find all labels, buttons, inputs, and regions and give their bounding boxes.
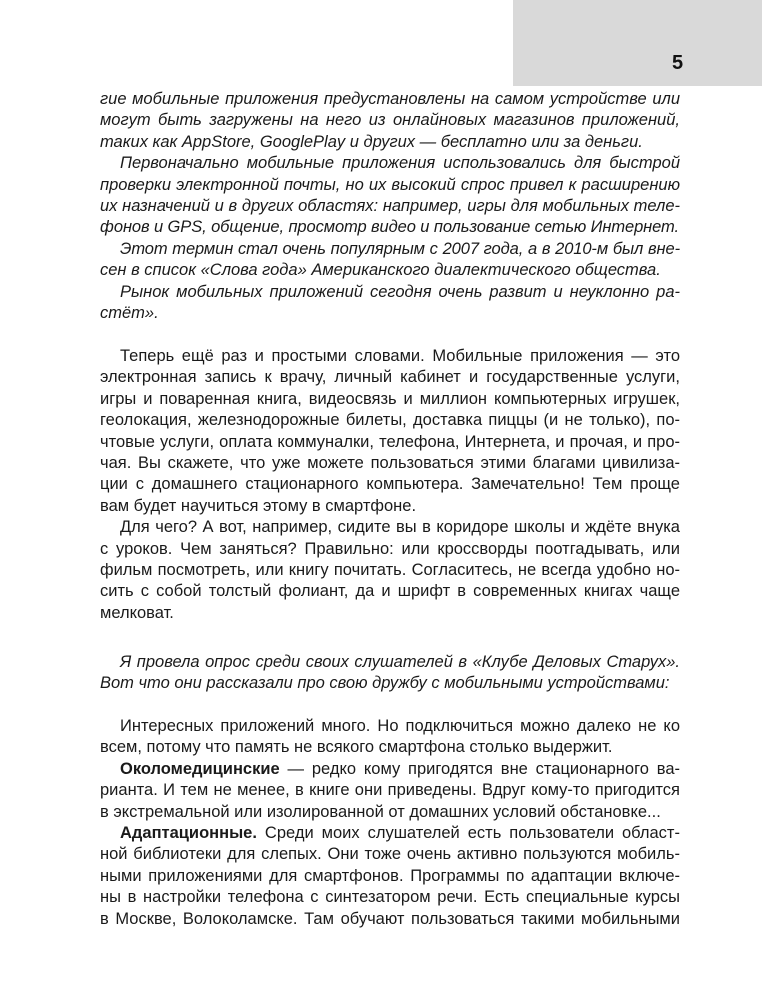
text-line: с уроков. Чем заняться? Правильно: или кроссворды поотгадывать, или: [100, 539, 680, 558]
intro-quote-section: [100, 89, 680, 324]
text-line: геолокация, железнодорожные билеты, доставка пиццы (и не только), по-: [100, 411, 680, 430]
text-line: ны в настройки телефона с синтезатором речи. Есть специальные курсы: [100, 888, 680, 907]
bold-lead: Адаптационные.: [120, 823, 257, 842]
text-line: мелковат.: [100, 603, 174, 622]
text-line: Первоначально мобильные приложения использовались для быстрой: [120, 154, 680, 173]
text-line: игры и поваренная книга, видеосвязь и миллион компьютерных игрушек,: [100, 389, 680, 408]
text-line: Я провела опрос среди своих слушателей в «Клубе Деловых Старух».: [120, 653, 680, 671]
text-line: в Москве, Волоколамске. Там обучают пользоваться такими мобильными: [100, 909, 680, 928]
explanation-section: [100, 346, 680, 624]
text-line: фильм посмотреть, или книгу почитать. Согласитесь, не всегда удобно но-: [100, 560, 680, 579]
text-line: гие мобильные приложения предустановлены на самом устройстве или: [100, 90, 680, 108]
text-line: ной библиотеки для слепых. Они тоже очень активно пользуются мобиль-: [100, 845, 680, 864]
text-line: электронная запись к врачу, личный кабинет и государственные услуги,: [100, 368, 680, 387]
text-line: проверки электронной почты, но их высокий спрос привел к расширению: [100, 175, 680, 194]
text-line: рианта. И тем не менее, в книге они приведены. Вдруг кому-то пригодится: [100, 781, 680, 800]
text-line: чтовые услуги, оплата коммуналки, телефона, Интернета, и прочая, и про-: [100, 432, 680, 451]
text-line: ными приложениями для смартфонов. Программы по адаптации включе-: [100, 866, 680, 885]
paragraph: [100, 652, 680, 695]
page-header-tab: [513, 0, 762, 86]
paragraph: [100, 823, 680, 930]
paragraph: [100, 517, 680, 624]
text-line: стёт».: [100, 303, 159, 322]
paragraph: [100, 716, 680, 759]
text-line: [100, 823, 680, 844]
paragraph: [100, 282, 680, 325]
text-line: Рынок мобильных приложений сегодня очень развит и неуклонно ра-: [120, 282, 680, 301]
text-line: Интересных приложений много. Но подключиться можно далеко не ко: [120, 717, 680, 735]
text-line: чая. Вы скажете, что уже можете пользоваться этими благами цивилиза-: [100, 453, 680, 472]
text-line: ции с домашнего стационарного компьютера. Замечательно! Тем проще: [100, 475, 680, 494]
text-line: сен в список «Слова года» Американского диалектического общества.: [100, 261, 661, 280]
paragraph: [100, 153, 680, 239]
survey-intro-section: [100, 652, 680, 695]
paragraph: [100, 759, 680, 823]
text-line: Для чего? А вот, например, сидите вы в коридоре школы и ждёте внука: [120, 518, 680, 537]
page-number: 5: [672, 52, 684, 74]
text-line: вам будет научиться этому в смартфоне.: [100, 496, 417, 515]
line-text: Среди моих слушателей есть пользователи област-: [256, 823, 680, 842]
text-line: в экстремальной или изолированной от домашних условий обстановке...: [100, 802, 661, 821]
text-line: сить с собой толстый фолиант, да и шрифт в современных книгах чаще: [100, 582, 680, 601]
text-line: всем, потому что память не всякого смартфона столько выдержит.: [100, 738, 613, 757]
paragraph: [100, 346, 680, 517]
line-text: — редко кому пригодятся вне стационарного ва-: [279, 759, 680, 778]
text-line: фонов и GPS, общение, просмотр видео и пользование сетью Интернет.: [100, 218, 679, 237]
text-line: [100, 759, 680, 780]
text-line: могут быть загружены на него из онлайновых магазинов приложений,: [100, 111, 680, 130]
paragraph: [100, 89, 680, 153]
text-line: Вот что они рассказали про свою дружбу с мобильными устройствами:: [100, 674, 670, 693]
app-categories-section: [100, 716, 680, 930]
text-line: таких как AppStore, GooglePlay и других — бесплатно или за деньги.: [100, 132, 643, 151]
text-line: Этот термин стал очень популярным с 2007 года, а в 2010-м был вне-: [120, 239, 680, 258]
bold-lead: Околомедицинские: [120, 759, 280, 778]
text-line: Теперь ещё раз и простыми словами. Мобильные приложения — это: [120, 347, 680, 365]
text-line: их назначений и в других областях: например, игры для мобильных теле-: [100, 196, 680, 215]
paragraph: [100, 239, 680, 282]
